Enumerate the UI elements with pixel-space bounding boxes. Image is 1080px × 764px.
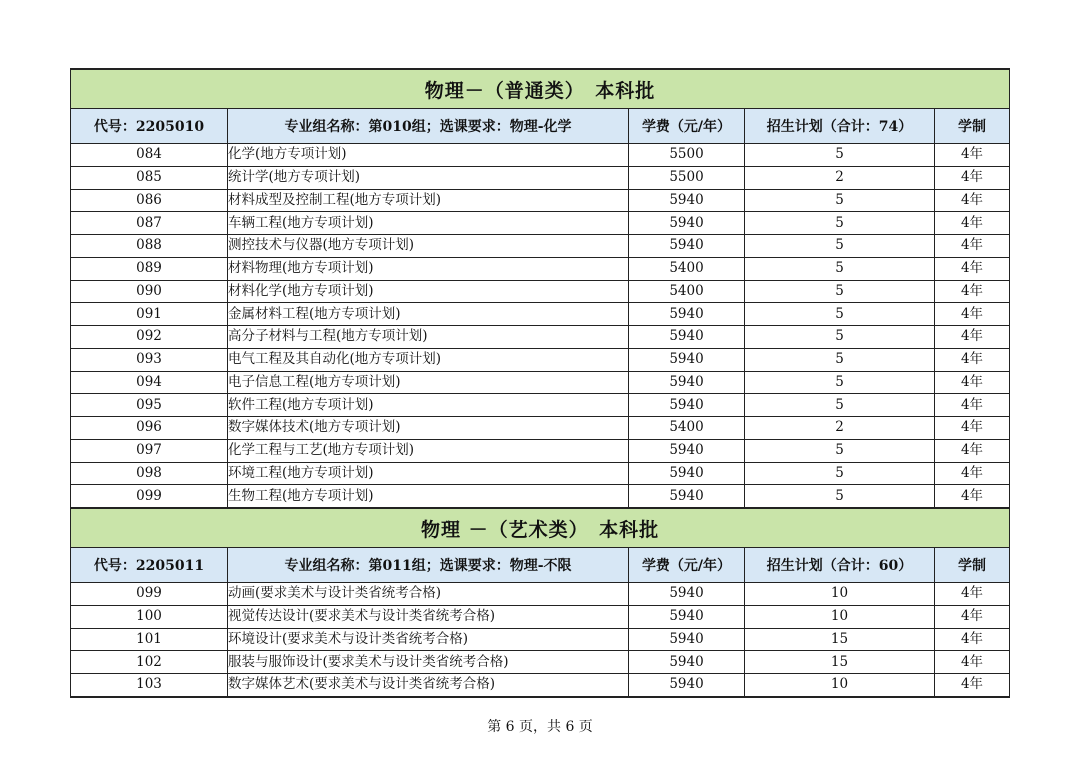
cell-name: 软件工程(地方专项计划) — [228, 394, 629, 417]
cell-duration: 4年 — [935, 371, 1010, 394]
column-header-name: 专业组名称：第010组；选课要求：物理-化学 — [228, 109, 629, 144]
cell-plan: 5 — [745, 439, 935, 462]
cell-code: 086 — [71, 189, 228, 212]
cell-fee: 5940 — [629, 485, 745, 508]
cell-name: 动画(要求美术与设计类省统考合格) — [228, 583, 629, 606]
column-header-code: 代号：2205011 — [71, 548, 228, 583]
cell-fee: 5940 — [629, 212, 745, 235]
cell-fee: 5500 — [629, 144, 745, 167]
table-row — [71, 303, 1010, 326]
cell-plan: 5 — [745, 462, 935, 485]
cell-fee: 5500 — [629, 166, 745, 189]
cell-name: 环境工程(地方专项计划) — [228, 462, 629, 485]
table-row — [71, 583, 1010, 606]
cell-plan: 5 — [745, 235, 935, 258]
table-row — [71, 605, 1010, 628]
table-row — [71, 280, 1010, 303]
cell-name: 环境设计(要求美术与设计类省统考合格) — [228, 628, 629, 651]
cell-code: 102 — [71, 651, 228, 674]
cell-code: 103 — [71, 674, 228, 697]
cell-duration: 4年 — [935, 303, 1010, 326]
table-row — [71, 235, 1010, 258]
cell-name: 材料成型及控制工程(地方专项计划) — [228, 189, 629, 212]
cell-code: 092 — [71, 326, 228, 349]
cell-fee: 5940 — [629, 235, 745, 258]
column-header-plan: 招生计划（合计：60） — [745, 548, 935, 583]
cell-plan: 10 — [745, 583, 935, 606]
table-row — [71, 166, 1010, 189]
cell-duration: 4年 — [935, 462, 1010, 485]
cell-duration: 4年 — [935, 674, 1010, 697]
column-header-row — [71, 109, 1010, 144]
cell-plan: 5 — [745, 371, 935, 394]
cell-code: 099 — [71, 583, 228, 606]
cell-name: 车辆工程(地方专项计划) — [228, 212, 629, 235]
table-row — [71, 674, 1010, 697]
cell-fee: 5400 — [629, 280, 745, 303]
column-header-duration: 学制 — [935, 109, 1010, 144]
cell-duration: 4年 — [935, 628, 1010, 651]
cell-code: 090 — [71, 280, 228, 303]
cell-duration: 4年 — [935, 166, 1010, 189]
cell-duration: 4年 — [935, 257, 1010, 280]
cell-duration: 4年 — [935, 605, 1010, 628]
cell-code: 089 — [71, 257, 228, 280]
cell-fee: 5940 — [629, 371, 745, 394]
cell-name: 化学(地方专项计划) — [228, 144, 629, 167]
cell-fee: 5940 — [629, 674, 745, 697]
cell-code: 096 — [71, 417, 228, 440]
cell-plan: 5 — [745, 326, 935, 349]
section-title-row — [71, 69, 1010, 109]
cell-plan: 10 — [745, 674, 935, 697]
cell-code: 098 — [71, 462, 228, 485]
cell-code: 088 — [71, 235, 228, 258]
cell-name: 金属材料工程(地方专项计划) — [228, 303, 629, 326]
table-row — [71, 371, 1010, 394]
cell-fee: 5940 — [629, 605, 745, 628]
cell-fee: 5940 — [629, 303, 745, 326]
cell-fee: 5940 — [629, 348, 745, 371]
cell-code: 099 — [71, 485, 228, 508]
cell-fee: 5940 — [629, 462, 745, 485]
cell-plan: 5 — [745, 394, 935, 417]
cell-code: 097 — [71, 439, 228, 462]
cell-plan: 5 — [745, 257, 935, 280]
section-title: 物理－（普通类） 本科批 — [71, 69, 1010, 109]
table-row — [71, 348, 1010, 371]
cell-code: 093 — [71, 348, 228, 371]
table-row — [71, 462, 1010, 485]
cell-plan: 5 — [745, 280, 935, 303]
table-row — [71, 212, 1010, 235]
cell-plan: 5 — [745, 303, 935, 326]
cell-fee: 5940 — [629, 628, 745, 651]
table-body — [71, 69, 1010, 697]
cell-plan: 15 — [745, 651, 935, 674]
cell-duration: 4年 — [935, 189, 1010, 212]
table-row — [71, 257, 1010, 280]
section-title-row — [71, 508, 1010, 548]
cell-plan: 2 — [745, 417, 935, 440]
cell-name: 生物工程(地方专项计划) — [228, 485, 629, 508]
cell-plan: 2 — [745, 166, 935, 189]
cell-duration: 4年 — [935, 439, 1010, 462]
cell-duration: 4年 — [935, 583, 1010, 606]
cell-duration: 4年 — [935, 144, 1010, 167]
column-header-fee: 学费（元/年） — [629, 109, 745, 144]
cell-name: 测控技术与仪器(地方专项计划) — [228, 235, 629, 258]
cell-fee: 5940 — [629, 394, 745, 417]
cell-fee: 5400 — [629, 257, 745, 280]
cell-plan: 5 — [745, 144, 935, 167]
table-row — [71, 144, 1010, 167]
table-row — [71, 189, 1010, 212]
column-header-name: 专业组名称：第011组；选课要求：物理-不限 — [228, 548, 629, 583]
table-row — [71, 651, 1010, 674]
cell-fee: 5940 — [629, 439, 745, 462]
cell-duration: 4年 — [935, 326, 1010, 349]
cell-plan: 5 — [745, 212, 935, 235]
cell-plan: 5 — [745, 189, 935, 212]
cell-name: 材料化学(地方专项计划) — [228, 280, 629, 303]
column-header-row — [71, 548, 1010, 583]
table-row — [71, 394, 1010, 417]
cell-code: 085 — [71, 166, 228, 189]
cell-duration: 4年 — [935, 280, 1010, 303]
column-header-duration: 学制 — [935, 548, 1010, 583]
cell-plan: 5 — [745, 485, 935, 508]
table-row — [71, 417, 1010, 440]
enrollment-table — [70, 68, 1010, 698]
column-header-fee: 学费（元/年） — [629, 548, 745, 583]
table-row — [71, 485, 1010, 508]
cell-name: 材料物理(地方专项计划) — [228, 257, 629, 280]
cell-code: 101 — [71, 628, 228, 651]
cell-fee: 5940 — [629, 651, 745, 674]
cell-fee: 5400 — [629, 417, 745, 440]
cell-duration: 4年 — [935, 651, 1010, 674]
table-row — [71, 628, 1010, 651]
page-footer: 第 6 页，共 6 页 — [487, 719, 593, 735]
cell-name: 数字媒体艺术(要求美术与设计类省统考合格) — [228, 674, 629, 697]
cell-plan: 5 — [745, 348, 935, 371]
cell-name: 电气工程及其自动化(地方专项计划) — [228, 348, 629, 371]
table-row — [71, 439, 1010, 462]
cell-code: 087 — [71, 212, 228, 235]
table-row — [71, 326, 1010, 349]
cell-name: 高分子材料与工程(地方专项计划) — [228, 326, 629, 349]
cell-duration: 4年 — [935, 417, 1010, 440]
column-header-plan: 招生计划（合计：74） — [745, 109, 935, 144]
cell-plan: 10 — [745, 605, 935, 628]
cell-name: 视觉传达设计(要求美术与设计类省统考合格) — [228, 605, 629, 628]
cell-duration: 4年 — [935, 212, 1010, 235]
cell-fee: 5940 — [629, 326, 745, 349]
cell-fee: 5940 — [629, 189, 745, 212]
cell-name: 数字媒体技术(地方专项计划) — [228, 417, 629, 440]
column-header-code: 代号：2205010 — [71, 109, 228, 144]
section-title: 物理 －（艺术类） 本科批 — [71, 508, 1010, 548]
cell-code: 084 — [71, 144, 228, 167]
cell-duration: 4年 — [935, 394, 1010, 417]
cell-code: 094 — [71, 371, 228, 394]
cell-code: 091 — [71, 303, 228, 326]
cell-code: 095 — [71, 394, 228, 417]
cell-name: 电子信息工程(地方专项计划) — [228, 371, 629, 394]
cell-duration: 4年 — [935, 485, 1010, 508]
cell-name: 服装与服饰设计(要求美术与设计类省统考合格) — [228, 651, 629, 674]
cell-fee: 5940 — [629, 583, 745, 606]
cell-plan: 15 — [745, 628, 935, 651]
cell-name: 化学工程与工艺(地方专项计划) — [228, 439, 629, 462]
cell-duration: 4年 — [935, 348, 1010, 371]
cell-duration: 4年 — [935, 235, 1010, 258]
cell-code: 100 — [71, 605, 228, 628]
cell-name: 统计学(地方专项计划) — [228, 166, 629, 189]
